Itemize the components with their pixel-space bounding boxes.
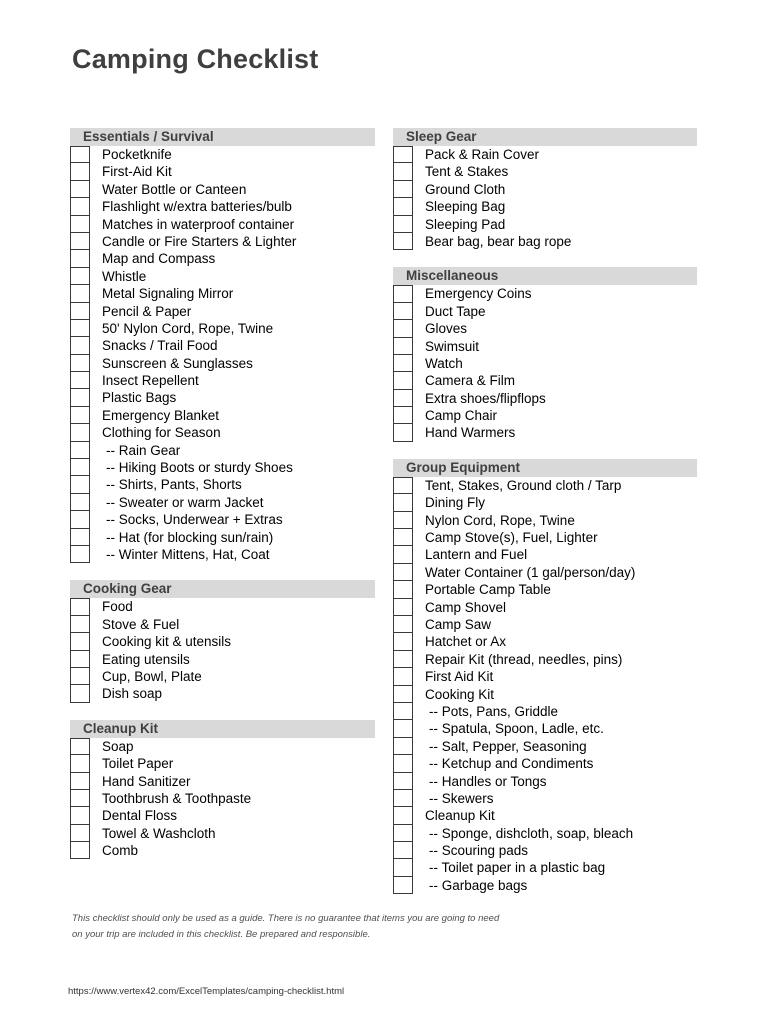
checkbox[interactable]: [70, 598, 90, 615]
checkbox[interactable]: [70, 181, 90, 198]
checklist-item: [393, 859, 697, 876]
checkbox[interactable]: [70, 285, 90, 302]
checkbox[interactable]: [393, 773, 413, 790]
checkbox[interactable]: [393, 494, 413, 511]
checklist-item: [70, 424, 375, 441]
checklist: [393, 477, 697, 894]
checklist-item: [393, 355, 697, 372]
checkbox[interactable]: [393, 163, 413, 180]
checklist-item: [393, 390, 697, 407]
checklist-item: [70, 616, 375, 633]
checklist-item: [393, 494, 697, 511]
checklist-item: [393, 599, 697, 616]
checklist-item: [393, 807, 697, 824]
checkbox[interactable]: [70, 233, 90, 250]
checklist-item: [393, 372, 697, 389]
checklist-item: [70, 389, 375, 406]
item-label: Extra shoes/flipflops: [425, 390, 546, 406]
checkbox[interactable]: [393, 703, 413, 720]
checklist-item: [70, 337, 375, 354]
item-label: -- Sponge, dishcloth, soap, bleach: [429, 825, 634, 841]
checklist-item: [393, 633, 697, 650]
checkbox[interactable]: [70, 738, 90, 755]
item-label: -- Pots, Pans, Griddle: [429, 703, 559, 719]
item-label: First-Aid Kit: [102, 164, 172, 180]
checkbox[interactable]: [393, 477, 413, 494]
item-label: Watch: [425, 355, 463, 371]
checklist-item: [70, 303, 375, 320]
checkbox[interactable]: [393, 407, 413, 424]
item-label: Whistle: [102, 268, 147, 284]
checkbox[interactable]: [393, 303, 413, 320]
checkbox[interactable]: [70, 755, 90, 772]
item-label: Toilet Paper: [102, 756, 174, 772]
item-label: Duct Tape: [425, 303, 486, 319]
checkbox[interactable]: [393, 338, 413, 355]
item-label: -- Hiking Boots or sturdy Shoes: [106, 460, 293, 476]
checklist-item: [393, 790, 697, 807]
right-column: [393, 128, 697, 911]
checkbox[interactable]: [393, 825, 413, 842]
checkbox[interactable]: [393, 390, 413, 407]
checklist-item: [70, 668, 375, 685]
item-label: Ground Cloth: [425, 181, 506, 197]
checklist-item: [70, 738, 375, 755]
item-label: -- Ketchup and Condiments: [429, 756, 594, 772]
checkbox[interactable]: [70, 494, 90, 511]
item-label: Sleeping Pad: [425, 216, 506, 232]
item-label: -- Rain Gear: [106, 442, 181, 458]
checklist-item: [393, 216, 697, 233]
section-header: Cleanup Kit: [70, 720, 375, 738]
section-essentials: [70, 128, 375, 563]
checkbox[interactable]: [393, 355, 413, 372]
item-label: Camp Stove(s), Fuel, Lighter: [425, 530, 598, 546]
item-label: Repair Kit (thread, needles, pins): [425, 651, 623, 667]
checklist-item: [70, 407, 375, 424]
checkbox[interactable]: [70, 807, 90, 824]
checkbox[interactable]: [393, 807, 413, 824]
checkbox[interactable]: [70, 842, 90, 859]
item-label: Clothing for Season: [102, 425, 221, 441]
checkbox[interactable]: [70, 459, 90, 476]
item-label: Insect Repellent: [102, 373, 199, 389]
checklist-item: [393, 512, 697, 529]
item-label: Candle or Fire Starters & Lighter: [102, 233, 297, 249]
checkbox[interactable]: [393, 233, 413, 250]
item-label: Camera & Film: [425, 373, 516, 389]
checkbox[interactable]: [70, 476, 90, 493]
checklist-item: [393, 668, 697, 685]
checklist-item: [393, 146, 697, 163]
checkbox[interactable]: [70, 773, 90, 790]
checkbox[interactable]: [393, 599, 413, 616]
checklist-item: [70, 181, 375, 198]
checklist-item: [70, 825, 375, 842]
checklist-item: [393, 877, 697, 894]
item-label: Cooking kit & utensils: [102, 634, 232, 650]
item-label: Pack & Rain Cover: [425, 147, 540, 162]
item-label: 50' Nylon Cord, Rope, Twine: [102, 320, 274, 336]
item-label: -- Hat (for blocking sun/rain): [106, 529, 274, 545]
checklist-item: [70, 773, 375, 790]
item-label: Emergency Coins: [425, 286, 532, 302]
item-label: Eating utensils: [102, 651, 190, 667]
checklist: [70, 598, 375, 702]
checklist-item: [70, 755, 375, 772]
checklist-item: [393, 581, 697, 598]
checkbox[interactable]: [393, 668, 413, 685]
checklist-item: [70, 355, 375, 372]
checklist-item: [393, 303, 697, 320]
section-header: Cooking Gear: [70, 580, 375, 598]
checkbox[interactable]: [70, 651, 90, 668]
item-label: Dish soap: [102, 686, 163, 702]
checklist-item: [70, 807, 375, 824]
checkbox[interactable]: [393, 842, 413, 859]
checklist-item: [70, 459, 375, 476]
left-column: [70, 128, 375, 876]
checklist-item: [393, 651, 697, 668]
checklist-item: [393, 477, 697, 494]
item-label: Water Bottle or Canteen: [102, 181, 247, 197]
section-group-equipment: [393, 459, 697, 894]
item-label: Water Container (1 gal/person/day): [425, 564, 636, 580]
item-label: Nylon Cord, Rope, Twine: [425, 512, 575, 528]
checkbox[interactable]: [393, 686, 413, 703]
footer-url[interactable]: https://www.vertex42.com/ExcelTemplates/camping-checklist.html: [68, 986, 345, 997]
checkbox[interactable]: [393, 181, 413, 198]
item-label: Dining Fly: [425, 495, 486, 511]
checkbox[interactable]: [70, 407, 90, 424]
checkbox[interactable]: [70, 198, 90, 215]
checklist-item: [393, 720, 697, 737]
checklist: [70, 738, 375, 860]
checkbox[interactable]: [70, 442, 90, 459]
checklist-item: [393, 233, 697, 250]
section-miscellaneous: [393, 267, 697, 442]
section-header: Group Equipment: [393, 459, 697, 477]
checkbox[interactable]: [393, 790, 413, 807]
checklist-item: [70, 216, 375, 233]
checklist-item: [393, 686, 697, 703]
checkbox[interactable]: [70, 633, 90, 650]
checklist-item: [393, 703, 697, 720]
checkbox[interactable]: [70, 511, 90, 528]
checklist-item: [70, 476, 375, 493]
item-label: Camp Shovel: [425, 599, 507, 615]
item-label: Plastic Bags: [102, 390, 177, 406]
checklist-item: [70, 598, 375, 615]
checkbox[interactable]: [393, 372, 413, 389]
item-label: Hatchet or Ax: [425, 634, 507, 650]
checkbox[interactable]: [393, 285, 413, 302]
checklist-item: [393, 320, 697, 337]
item-label: Sunscreen & Sunglasses: [102, 355, 253, 371]
checkbox[interactable]: [70, 790, 90, 807]
item-label: Camp Saw: [425, 616, 492, 632]
checklist-item: [393, 529, 697, 546]
disclaimer-line-2: on your trip are included in this checklist. Be prepared and responsible.: [72, 929, 371, 940]
checkbox[interactable]: [393, 320, 413, 337]
item-label: -- Shirts, Pants, Shorts: [106, 477, 242, 493]
item-label: -- Sweater or warm Jacket: [106, 494, 264, 510]
item-label: -- Scouring pads: [429, 843, 529, 859]
item-label: -- Garbage bags: [429, 877, 528, 893]
checklist-item: [393, 407, 697, 424]
checkbox[interactable]: [70, 250, 90, 267]
checklist: [393, 146, 697, 250]
checkbox[interactable]: [393, 146, 413, 163]
section-sleep-gear: [393, 128, 697, 250]
item-label: Tent, Stakes, Ground cloth / Tarp: [425, 477, 622, 493]
checkbox[interactable]: [70, 389, 90, 406]
checklist-item: [70, 372, 375, 389]
checklist-item: [70, 442, 375, 459]
section-header: Sleep Gear: [393, 128, 697, 146]
checklist-item: [393, 424, 697, 441]
checklist-item: [393, 198, 697, 215]
item-label: Portable Camp Table: [425, 582, 551, 598]
checklist-item: [70, 511, 375, 528]
item-label: Cleanup Kit: [425, 808, 495, 824]
checkbox[interactable]: [393, 581, 413, 598]
checkbox[interactable]: [393, 738, 413, 755]
checkbox[interactable]: [70, 163, 90, 180]
checkbox[interactable]: [393, 424, 413, 441]
item-label: -- Handles or Tongs: [429, 773, 547, 789]
checkbox[interactable]: [393, 651, 413, 668]
checklist-item: [393, 564, 697, 581]
item-label: Dental Floss: [102, 808, 178, 824]
item-label: -- Socks, Underwear + Extras: [106, 512, 283, 528]
item-label: -- Winter Mittens, Hat, Coat: [106, 546, 270, 562]
item-label: Camp Chair: [425, 408, 498, 424]
checkbox[interactable]: [70, 216, 90, 233]
item-label: Hand Sanitizer: [102, 773, 191, 789]
checkbox[interactable]: [70, 616, 90, 633]
item-label: -- Salt, Pepper, Seasoning: [429, 738, 587, 754]
checkbox[interactable]: [70, 303, 90, 320]
checkbox[interactable]: [70, 424, 90, 441]
section-cleanup-kit: [70, 720, 375, 860]
checkbox[interactable]: [393, 512, 413, 529]
checkbox[interactable]: [70, 146, 90, 163]
checklist-item: [393, 546, 697, 563]
checklist: [393, 285, 697, 442]
item-label: Pocketknife: [102, 147, 172, 162]
checklist-item: [70, 285, 375, 302]
checklist-item: [70, 198, 375, 215]
checklist-item: [70, 146, 375, 163]
checkbox[interactable]: [70, 268, 90, 285]
checkbox[interactable]: [70, 685, 90, 702]
item-label: Flashlight w/extra batteries/bulb: [102, 199, 292, 215]
section-header: Essentials / Survival: [70, 128, 375, 146]
section-cooking-gear: [70, 580, 375, 702]
item-label: Toothbrush & Toothpaste: [102, 790, 252, 806]
checklist-item: [393, 338, 697, 355]
item-label: Tent & Stakes: [425, 164, 509, 180]
checklist-item: [70, 233, 375, 250]
item-label: Cooking Kit: [425, 686, 495, 702]
item-label: Cup, Bowl, Plate: [102, 668, 202, 684]
item-label: Pencil & Paper: [102, 303, 192, 319]
checkbox[interactable]: [70, 529, 90, 546]
checkbox[interactable]: [393, 564, 413, 581]
checkbox[interactable]: [393, 720, 413, 737]
checkbox[interactable]: [393, 529, 413, 546]
checklist-item: [393, 755, 697, 772]
checklist-item: [70, 651, 375, 668]
checklist-item: [393, 825, 697, 842]
checkbox[interactable]: [70, 825, 90, 842]
item-label: Matches in waterproof container: [102, 216, 295, 232]
page-title: Camping Checklist: [72, 44, 319, 74]
item-label: Soap: [102, 738, 134, 754]
item-label: Comb: [102, 843, 139, 859]
checkbox[interactable]: [393, 755, 413, 772]
checklist-item: [70, 633, 375, 650]
checkbox[interactable]: [393, 198, 413, 215]
checkbox[interactable]: [70, 546, 90, 563]
item-label: Stove & Fuel: [102, 616, 180, 632]
item-label: -- Spatula, Spoon, Ladle, etc.: [429, 721, 604, 737]
checklist-item: [70, 790, 375, 807]
checklist-item: [393, 738, 697, 755]
checklist-item: [70, 546, 375, 563]
disclaimer-line-1: This checklist should only be used as a guide. There is no guarantee that items you are going to need: [72, 913, 500, 924]
checklist-item: [393, 285, 697, 302]
item-label: Towel & Washcloth: [102, 825, 216, 841]
checkbox[interactable]: [393, 546, 413, 563]
checkbox[interactable]: [393, 616, 413, 633]
item-label: Sleeping Bag: [425, 199, 506, 215]
checklist-item: [70, 250, 375, 267]
item-label: -- Toilet paper in a plastic bag: [429, 860, 606, 876]
checklist-item: [393, 163, 697, 180]
section-header: Miscellaneous: [393, 267, 697, 285]
checkbox[interactable]: [393, 216, 413, 233]
checkbox[interactable]: [393, 859, 413, 876]
checkbox[interactable]: [70, 337, 90, 354]
checklist-item: [393, 616, 697, 633]
item-label: Snacks / Trail Food: [102, 338, 218, 354]
checkbox[interactable]: [70, 372, 90, 389]
checkbox[interactable]: [70, 668, 90, 685]
item-label: Map and Compass: [102, 251, 216, 267]
checklist-item: [70, 529, 375, 546]
checklist-item: [393, 842, 697, 859]
checkbox[interactable]: [393, 633, 413, 650]
checkbox[interactable]: [70, 320, 90, 337]
item-label: Bear bag, bear bag rope: [425, 233, 572, 249]
disclaimer: [72, 911, 542, 943]
item-label: First Aid Kit: [425, 669, 494, 685]
item-label: Emergency Blanket: [102, 407, 220, 423]
item-label: Hand Warmers: [425, 425, 516, 441]
checklist-item: [70, 163, 375, 180]
checklist-item: [393, 773, 697, 790]
item-label: Gloves: [425, 321, 468, 337]
checklist-item: [70, 842, 375, 859]
checklist-item: [70, 268, 375, 285]
checklist: [70, 146, 375, 563]
checklist-item: [70, 685, 375, 702]
item-label: Metal Signaling Mirror: [102, 286, 234, 302]
checklist-item: [70, 494, 375, 511]
item-label: Swimsuit: [425, 338, 480, 354]
checklist-item: [393, 181, 697, 198]
item-label: Food: [102, 599, 133, 615]
item-label: -- Skewers: [429, 790, 494, 806]
item-label: Lantern and Fuel: [425, 547, 528, 563]
checkbox[interactable]: [70, 355, 90, 372]
checkbox[interactable]: [393, 877, 413, 894]
checklist-item: [70, 320, 375, 337]
